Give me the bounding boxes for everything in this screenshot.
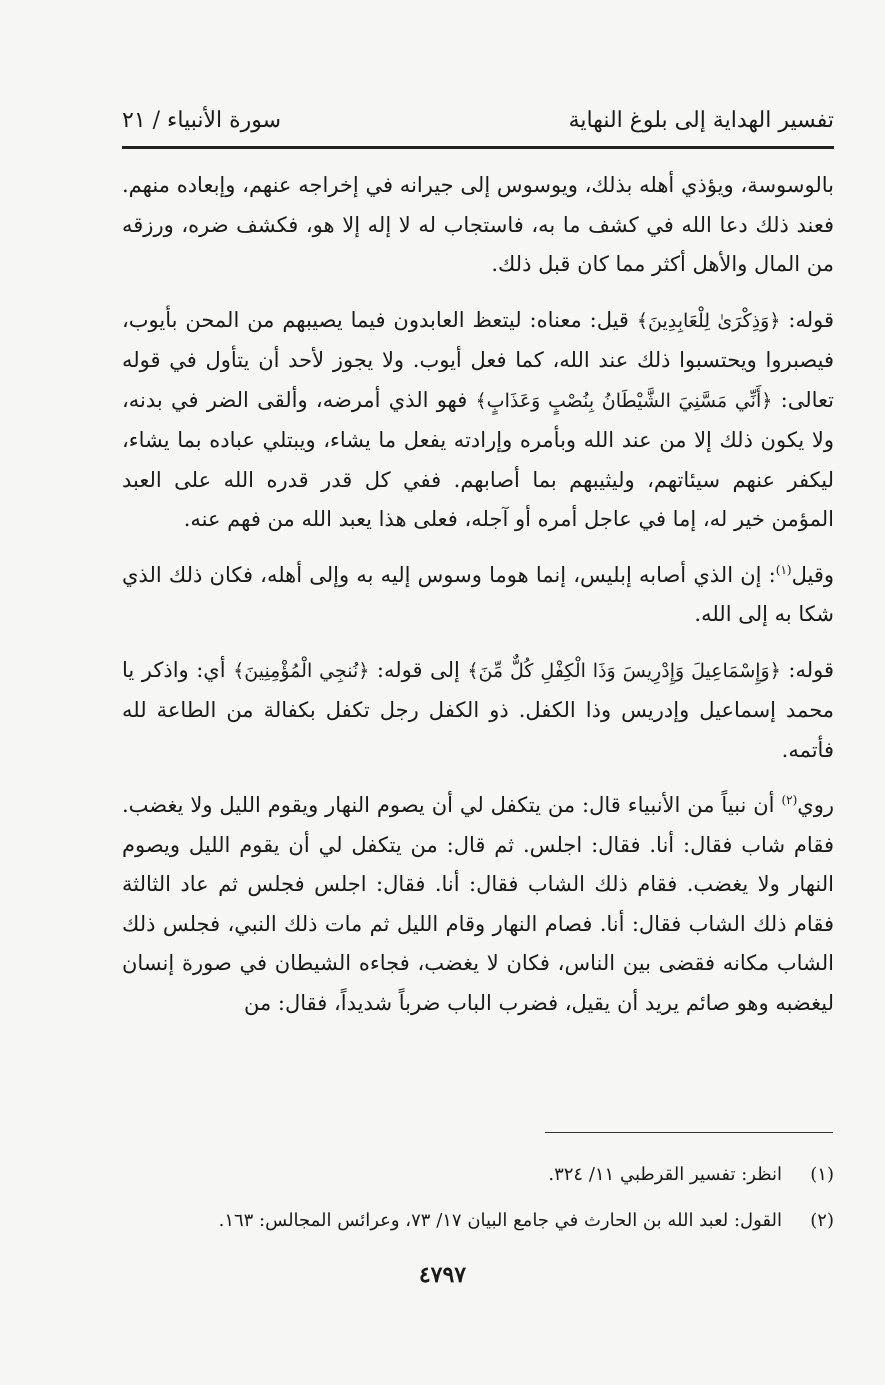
footnote-rule xyxy=(545,1132,833,1133)
quran-verse: ﴿نُنجِي الْمُؤْمِنِينَ﴾ xyxy=(233,659,370,682)
quran-verse: ﴿وَذِكْرَىٰ لِلْعَابِدِينَ﴾ xyxy=(636,309,781,332)
paragraph-4 xyxy=(122,651,834,771)
page-number: ٤٧٩٧ xyxy=(418,1262,467,1288)
quran-verse: ﴿أَنِّي مَسَّنِيَ الشَّيْطَانُ بِنُصْبٍ وَعَذَابٍ﴾ xyxy=(475,389,773,412)
paragraph-text: قيل: معناه: ليتعظ العابدون فيما يصيبهم من المحن بأيوب، فيصبروا ويحتسبوا ذلك عند الله، كما فعل أيوب. ولا يجوز لأحد أن يتأول في قوله تعالى: xyxy=(122,307,834,412)
running-header xyxy=(122,100,834,144)
footnote-text: القول: لعبد الله بن الحارث في جامع البيان ١٧/ ٧٣، وعرائس المجالس: ١٦٣. xyxy=(218,1210,782,1231)
paragraph-text: قوله: xyxy=(780,657,834,682)
paragraph-5 xyxy=(122,786,834,1023)
paragraph-text: : إن الذي أصابه إبليس، إنما هوما وسوس إليه به وإلى أهله، فكان ذلك الذي شكا به إلى الله. xyxy=(122,562,834,626)
footnote-text: انظر: تفسير القرطبي ١١/ ٣٢٤. xyxy=(548,1164,782,1185)
paragraph-text: وقيل xyxy=(791,562,834,587)
main-text xyxy=(122,166,834,1039)
footnote-1 xyxy=(122,1152,834,1198)
book-title: تفسير الهداية إلى بلوغ النهاية xyxy=(568,108,834,133)
surah-label: سورة الأنبياء / ٢١ xyxy=(122,108,282,133)
footnote-number: (١) xyxy=(810,1164,834,1185)
quran-verse: ﴿وَإِسْمَاعِيلَ وَإِدْرِيسَ وَذَا الْكِفْلِ كُلٌّ مِّنَ﴾ xyxy=(467,659,781,682)
paragraph-1 xyxy=(122,166,834,285)
paragraph-text: روي xyxy=(797,793,834,817)
paragraph-2 xyxy=(122,301,834,540)
paragraph-text: إلى قوله: xyxy=(369,657,468,682)
footnote-ref: (٢) xyxy=(781,793,798,807)
paragraph-text: فهو الذي أمرضه، وألقى الضر في بدنه، ولا يكون ذلك إلا من عند الله وبأمره وإرادته يفعل ما يشاء، ويبتلي عباده بما يشاء، ليكفر عنهم سيئاتهم، وليثيبهم بما أصابهم. ففي كل قدر قدره الله على العبد المؤمن خير له، إما في عاجل أمره أو آجله، فعلى هذا يعبد الله من فهم عنه. xyxy=(122,387,834,531)
header-rule xyxy=(122,146,834,149)
paragraph-text: أن نبياً من الأنبياء قال: من يتكفل لي أن يصوم النهار ويقوم الليل ولا يغضب. فقام شاب فقال: أنا. فقال: اجلس. ثم قال: من يتكفل لي أن يقوم الليل ويصوم النهار ولا يغضب. فقام ذلك الشاب فقال: أنا. فقال: اجلس فجلس ثم عاد الثالثة فقام ذلك الشاب فقال: أنا. فصام النهار وقام الليل ثم مات ذلك النبي، فجلس ذلك الشاب مكانه فقضى بين الناس، فكان لا يغضب، فجاءه الشيطان في صورة إنسان ليغضبه وهو صائم يريد أن يقيل، فضرب الباب ضرباً شديداً، فقال: من xyxy=(122,793,834,1015)
footnote-2 xyxy=(122,1198,834,1244)
paragraph-text: قوله: xyxy=(780,307,834,332)
footnote-ref: (١) xyxy=(775,562,792,577)
paragraph-text: أي: واذكر يا محمد إسماعيل وإدريس وذا الكفل. ذو الكفل رجل تكفل بكفالة من الطاعة لله فأتمه. xyxy=(122,657,834,762)
footnotes xyxy=(122,1152,834,1244)
paragraph-3 xyxy=(122,556,834,635)
paragraph-text: بالوسوسة، ويؤذي أهله بذلك، ويوسوس إلى جيرانه في إخراجه عنهم، وإبعاده منهم. فعند ذلك دعا الله في كشف ما به، فاستجاب له لا إله إلا هو، فكشف ضره، ورزقه من المال والأهل أكثر مما كان قبل ذلك. xyxy=(122,173,834,276)
footnote-number: (٢) xyxy=(810,1210,834,1231)
